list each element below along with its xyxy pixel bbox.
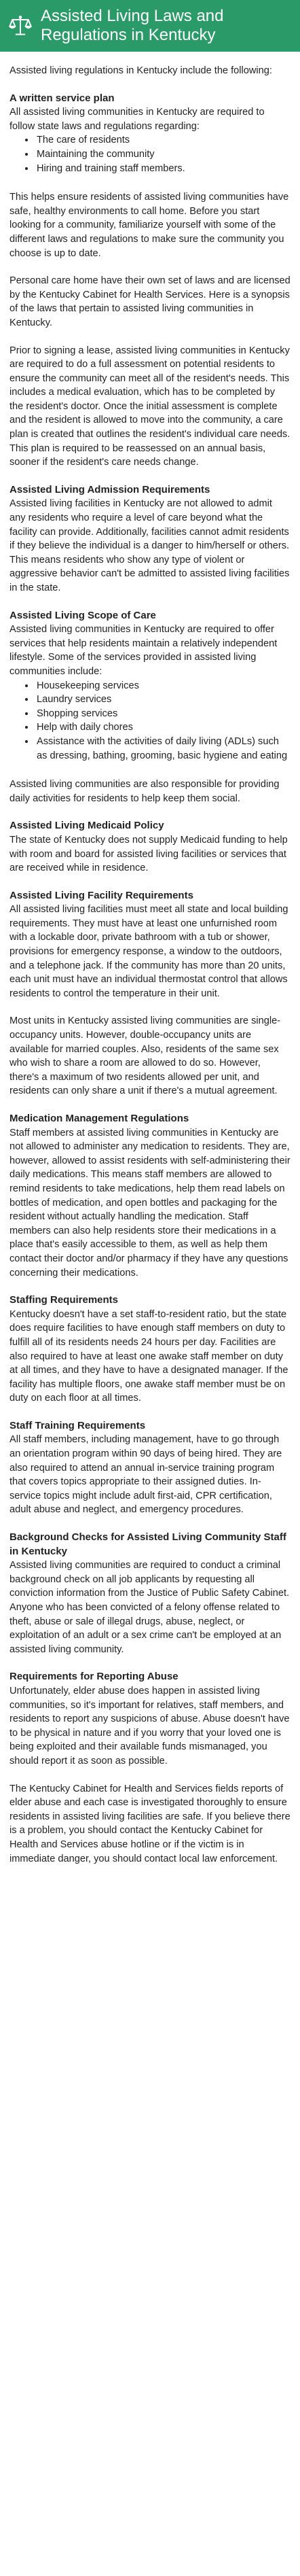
background-check-section	[10, 1531, 290, 1656]
paragraph: All staff members, including management, have to go through an orientation program within 90 days of being hired. They are also required to attend an annual in-service training program that covers topics appropriate to their assigned duties. In-service topics might include adult first-aid, CPR certification, adult abuse and neglect, and emergency procedures.	[10, 1434, 282, 1516]
staffing-section	[10, 1293, 290, 1406]
paragraph: Prior to signing a lease, assisted living communities in Kentucky are required to do a full assessment on potential residents to ensure the community can meet all of the resident's needs. This includes a medical evaluation, which has to be completed by the resident's doctor. Once the initial assessment is complete and the resident is allowed to move into the community, a care plan is created that outlines the resident's individual care needs. This plan is required to be reassessed on an annual basis, sooner if the resident's care needs change.	[10, 345, 290, 468]
article-body	[0, 64, 300, 1866]
paragraph: All assisted living facilities must meet all state and local building requirements. They must have at least one unfurnished room with a lockable door, private bathroom with a tub or shower, provisions for emergency response, a window to the outdoors, and a telephone jack. If the community has more than 20 units, each unit must have an individual thermostat control that allows residents to control the temperature in their unit.	[10, 904, 288, 999]
paragraph: Kentucky doesn't have a set staff-to-resident ratio, but the state does require facilities to have enough staff members on duty to fulfill all of its residents needs 24 hours per day. Facilities are also required to have at least one awake staff member on duty at all times, and they have to have a designated manager. If the facility has multiple floors, one awake staff member must be on duty on each floor at all times.	[10, 1308, 288, 1404]
intro-paragraph: Assisted living regulations in Kentucky include the following:	[10, 65, 272, 76]
list-item: • Housekeeping services	[35, 679, 290, 693]
services-list	[10, 679, 290, 763]
medicaid-section	[10, 819, 290, 875]
scales-of-justice-icon	[8, 14, 33, 38]
list-item: • The care of residents	[35, 133, 290, 147]
list-item: • Help with daily chores	[35, 720, 290, 735]
section-heading: Staff Training Requirements	[10, 1419, 146, 1431]
paragraph: Personal care home have their own set of laws and are licensed by the Kentucky Cabinet for Health Services. Here is a synopsis of the laws that pertain to assisted living communities in Kentucky.	[10, 275, 290, 328]
service-plan-lead: All assisted living communities in Kentucky are required to follow state laws and regulations regarding:	[10, 107, 265, 132]
admission-section	[10, 483, 290, 595]
section-heading: Assisted Living Medicaid Policy	[10, 820, 164, 832]
paragraph: Staff members at assisted living communities in Kentucky are not allowed to administer any medication to residents. They are, however, allowed to assist residents with self-administering their daily medications. This means staff members are allowed to remind residents to take medications, help them read labels on bottles of medication, and open bottles and packaging for the resident without actually handling the medication. Staff members can also help residents store their medications in a place that's easily accessible to them, as well as help them contact their doctor and/or pharmacy if they have any questions concerning their medications.	[10, 1127, 290, 1278]
medication-section	[10, 1112, 290, 1280]
list-item: • Maintaining the community	[35, 147, 290, 162]
section-heading: Staffing Requirements	[10, 1294, 119, 1306]
section-heading: Assisted Living Admission Requirements	[10, 483, 210, 495]
section-heading: A written service plan	[10, 92, 115, 104]
list-item: • Shopping services	[35, 707, 290, 721]
service-plan-list	[10, 133, 290, 175]
list-item: • Assistance with the activities of daily living (ADLs) such as dressing, bathing, grooming, basic hygiene and eating	[35, 735, 290, 763]
section-heading: Assisted Living Facility Requirements	[10, 889, 193, 901]
paragraph: The Kentucky Cabinet for Health and Services fields reports of elder abuse and each case is investigated thoroughly to ensure residents in assisted living facilities are safe. If you believe there is a problem, you should contact the Kentucky Cabinet for Health and Services abuse hotline or if the victim is in immediate danger, you should contact local law enforcement.	[10, 1783, 290, 1864]
abuse-reporting-section	[10, 1670, 290, 1866]
paragraph: Unfortunately, elder abuse does happen in assisted living communities, so it's important for relatives, staff members, and residents to report any suspicions of abuse. Abuse doesn't have to be physical in nature and if you worry that your loved one is being exploited and their available funds mismanaged, you should report it as soon as possible.	[10, 1685, 290, 1766]
paragraph: Most units in Kentucky assisted living communities are single-occupancy units. However, double-occupancy units are available for married couples. Also, residents of the same sex who wish to share a room are allowed to do so. However, there's a maximum of two residents allowed per unit, and residents can only share a unit if there's a mutual agreement.	[10, 1015, 281, 1097]
training-section	[10, 1419, 290, 1517]
paragraph: Assisted living communities are also responsible for providing daily activities for residents to help keep them social.	[10, 779, 280, 804]
paragraph: Assisted living communities are required to conduct a criminal background check on all job applicants by requesting all conviction information from the Justice of Public Safety Cabinet. Anyone who has been convicted of a felony offense related to theft, abuse or sale of illegal drugs, abuse, neglect, or exploitation of an adult or a sex crime can't be employed at an assisted living community.	[10, 1560, 290, 1655]
scope-lead: Assisted living communities in Kentucky are required to offer services that help residents maintain a relatively independent lifestyle. Some of the services provided in assisted living communities include:	[10, 624, 278, 677]
facility-section	[10, 889, 290, 1098]
section-heading: Background Checks for Assisted Living Community Staff in Kentucky	[10, 1531, 286, 1557]
scope-of-care-section	[10, 609, 290, 806]
section-heading: Medication Management Regulations	[10, 1113, 189, 1124]
paragraph: The state of Kentucky does not supply Medicaid funding to help with room and board for assisted living facilities or services that are received while in residence.	[10, 834, 288, 874]
section-heading: Requirements for Reporting Abuse	[10, 1671, 179, 1683]
list-item: • Laundry services	[35, 693, 290, 707]
paragraph: Assisted living facilities in Kentucky are not allowed to admit any residents who require a level of care beyond what the facility can provide. Additionally, facilities cannot admit residents if they believe the individual is a danger to him/herself or others. This means residents who show any type of violent or aggressive behavior can't be admitted to assisted living facilities in the state.	[10, 498, 290, 593]
page-header	[0, 0, 300, 52]
service-plan-section	[10, 92, 290, 470]
list-item: • Hiring and training staff members.	[35, 162, 290, 176]
paragraph: This helps ensure residents of assisted living communities have safe, healthy environments to call home. Before you start looking for a community, familiarize yourself with some of the different laws and regulations to make sure the community you choose is up to date.	[10, 192, 289, 259]
section-heading: Assisted Living Scope of Care	[10, 609, 156, 621]
page-title: Assisted Living Laws and Regulations in Kentucky	[41, 7, 224, 44]
